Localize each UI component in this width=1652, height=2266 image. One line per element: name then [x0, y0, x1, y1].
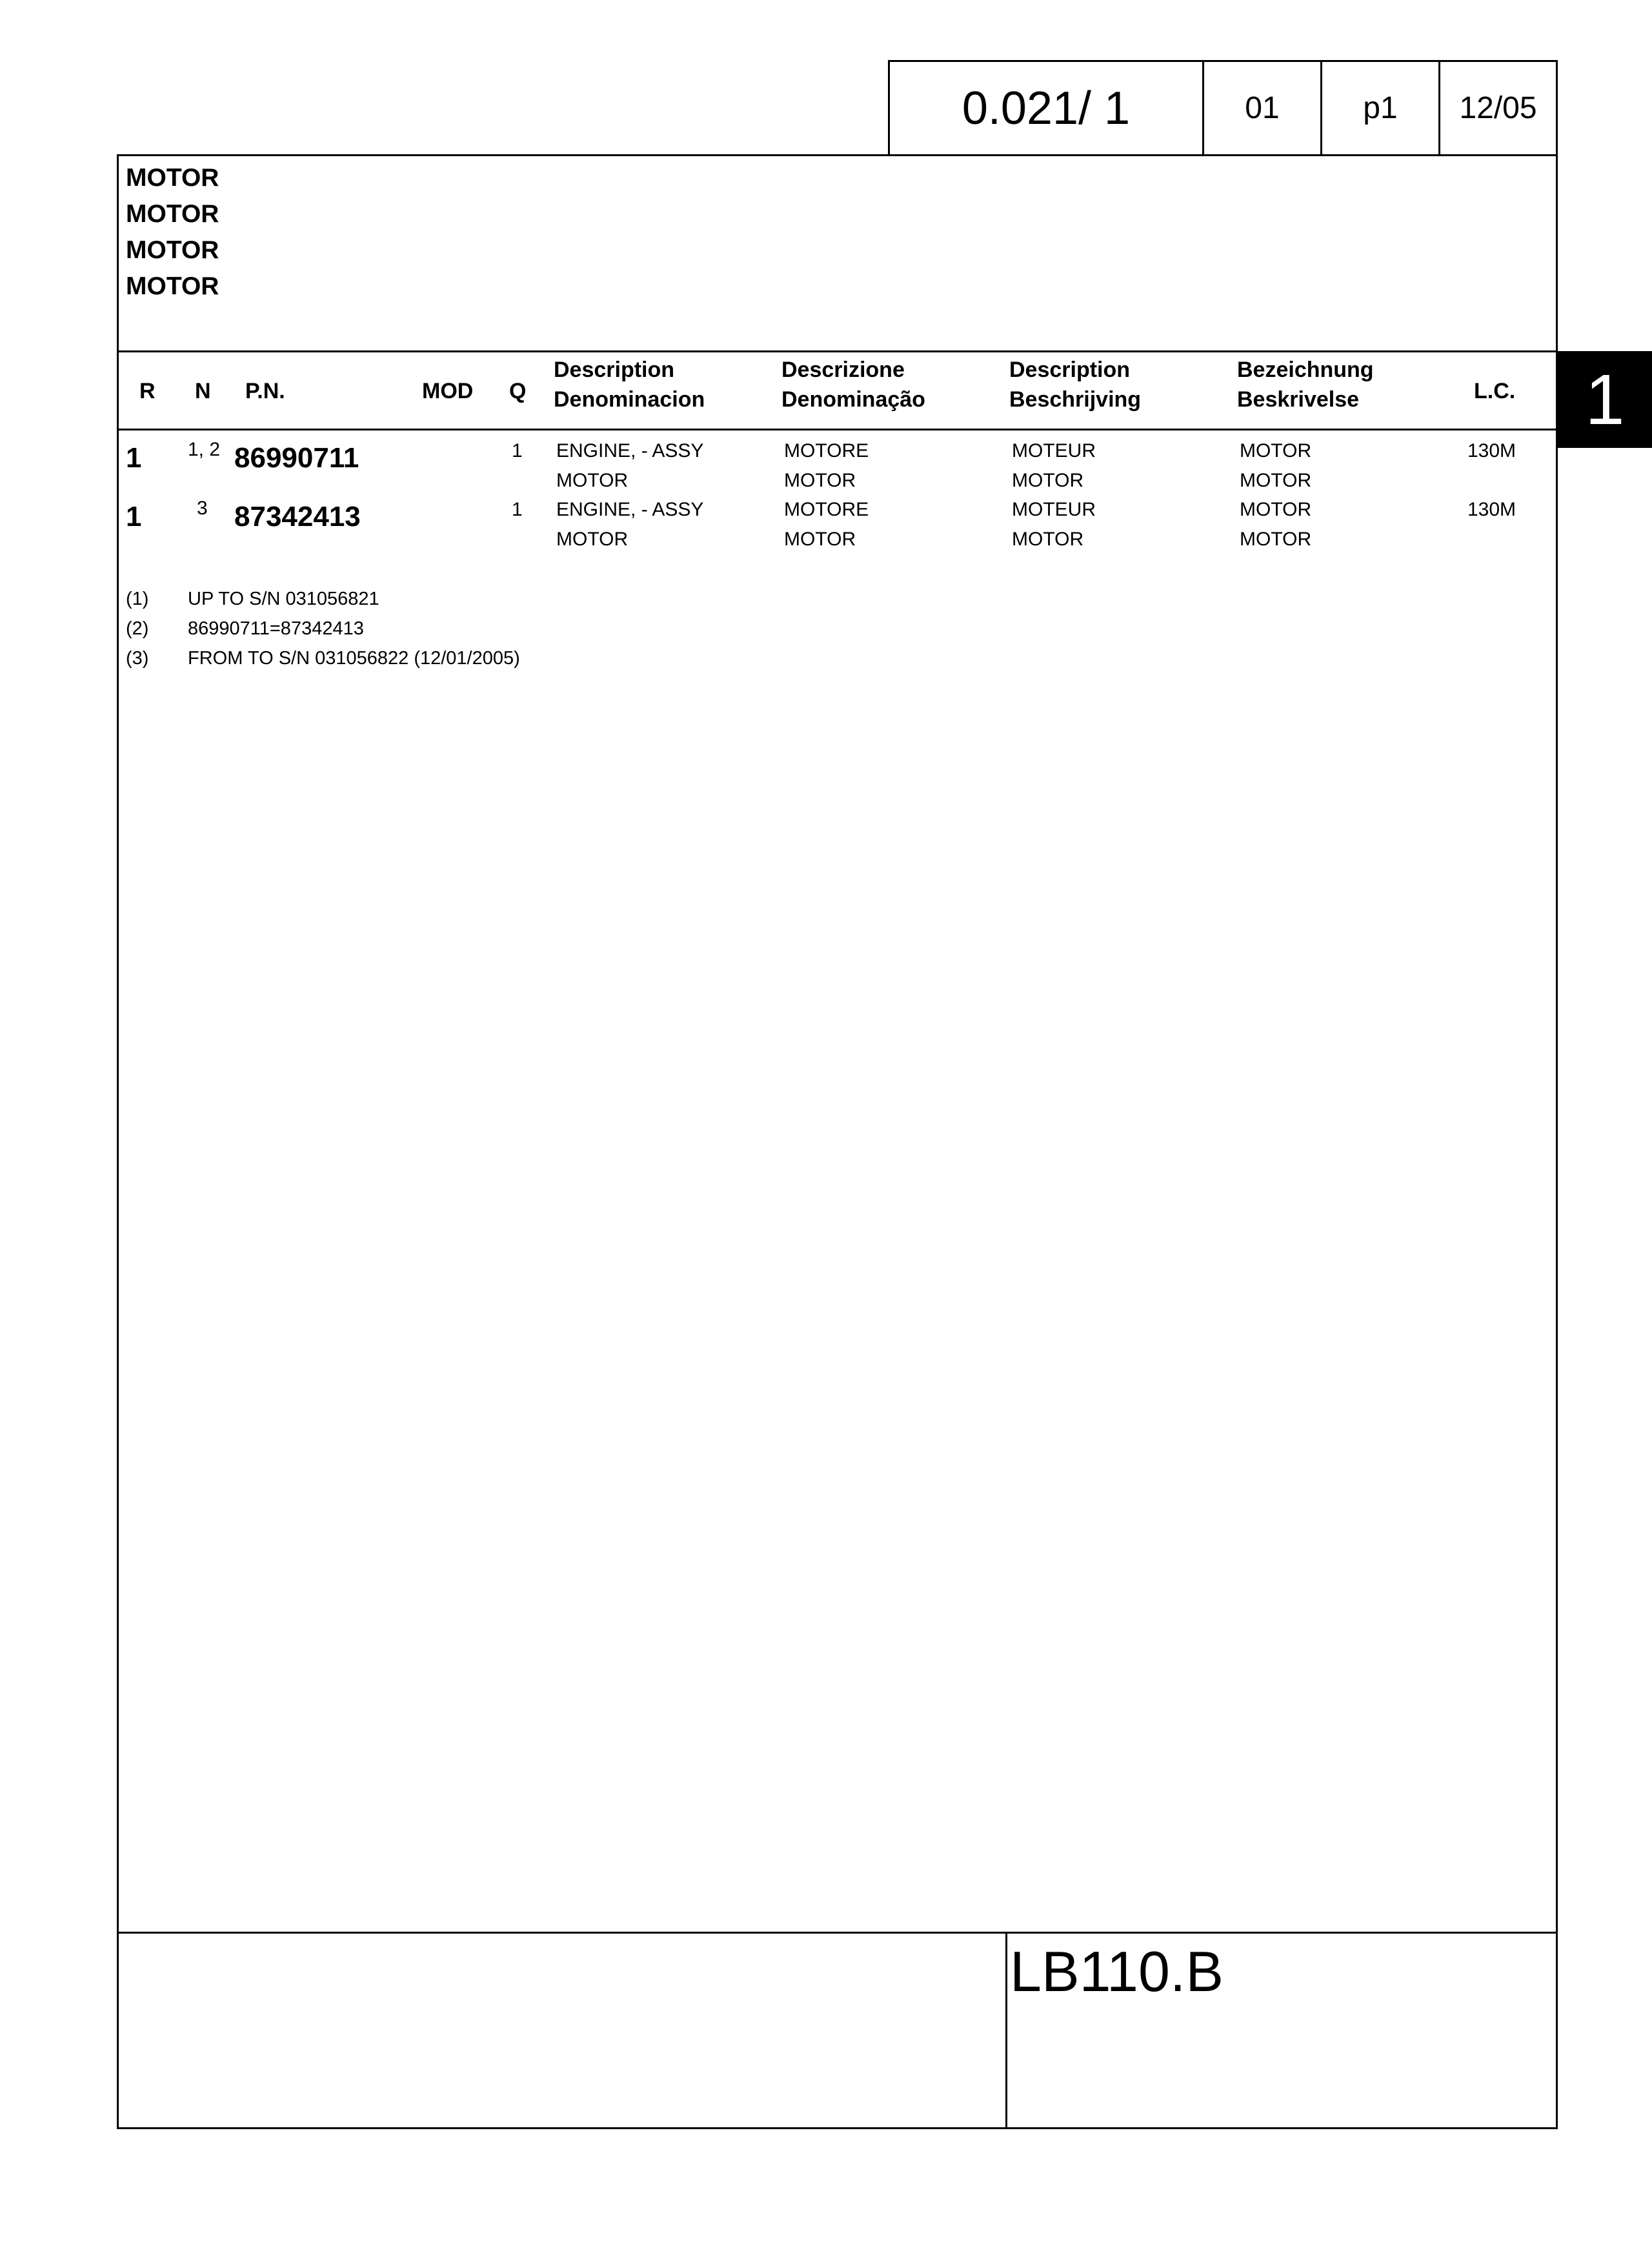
row-desc1-line2: MOTOR	[556, 529, 629, 550]
section-tab	[1558, 351, 1652, 448]
row-note-ref: 1, 2	[188, 439, 221, 460]
note-text: FROM TO S/N 031056822 (12/01/2005)	[188, 648, 520, 669]
col-header-n: N	[195, 379, 211, 403]
col-header-mod: MOD	[422, 379, 474, 403]
footer-divider	[1005, 1932, 1007, 2129]
row-desc4-line1: MOTOR	[1240, 440, 1312, 461]
row-part-number: 87342413	[234, 501, 361, 532]
row-desc3	[1012, 495, 1096, 554]
row-desc2	[784, 495, 869, 554]
row-desc3-line1: MOTEUR	[1012, 440, 1096, 461]
title-block	[126, 160, 513, 305]
col-header-lc: L.C.	[1474, 379, 1516, 403]
header-date: 12/05	[1459, 91, 1537, 125]
table-header-top-line	[117, 350, 1558, 352]
row-desc4-line2: MOTOR	[1240, 470, 1312, 491]
row-desc2-line1: MOTORE	[784, 440, 869, 461]
row-desc2	[784, 436, 869, 496]
row-lc: 130M	[1467, 440, 1516, 461]
header-cell-1: 01	[1245, 91, 1280, 125]
row-desc1-line1: ENGINE, - ASSY	[556, 499, 704, 520]
note-text: 86990711=87342413	[188, 618, 364, 639]
row-desc2-line2: MOTOR	[784, 470, 856, 491]
header-cell-2-box	[1320, 60, 1440, 156]
col-header-desc1-line2: Denominacion	[554, 387, 705, 412]
page-code: 0.021/ 1	[962, 82, 1131, 134]
row-desc4	[1240, 436, 1311, 496]
note-number: (3)	[126, 648, 149, 669]
col-header-desc4-line1: Bezeichnung	[1237, 358, 1374, 382]
row-desc4	[1240, 495, 1311, 554]
col-header-desc4	[1237, 355, 1374, 414]
row-ref: 1	[126, 442, 142, 474]
table-header-bottom-line	[117, 429, 1558, 430]
col-header-desc1-line1: Description	[554, 358, 675, 382]
section-tab-number: 1	[1585, 359, 1625, 440]
table-row	[117, 498, 1558, 557]
row-desc3	[1012, 436, 1096, 496]
row-lc: 130M	[1467, 499, 1516, 520]
note-item	[126, 584, 900, 614]
note-item	[126, 643, 900, 673]
header-date-box	[1438, 60, 1558, 156]
row-desc3-line2: MOTOR	[1012, 529, 1084, 550]
row-desc3-line2: MOTOR	[1012, 470, 1084, 491]
table-row	[117, 439, 1558, 498]
row-qty: 1	[512, 440, 523, 461]
footer-top-line	[117, 1932, 1558, 1934]
row-desc1	[556, 436, 703, 496]
note-number: (2)	[126, 618, 149, 639]
note-number: (1)	[126, 589, 149, 609]
title-line: MOTOR	[126, 200, 219, 228]
row-ref: 1	[126, 501, 142, 532]
row-part-number: 86990711	[234, 442, 359, 474]
row-desc2-line2: MOTOR	[784, 529, 856, 550]
col-header-desc1	[554, 355, 705, 414]
row-desc4-line1: MOTOR	[1240, 499, 1312, 520]
col-header-desc3	[1009, 355, 1141, 414]
header-cell-2: p1	[1363, 91, 1398, 125]
row-desc3-line1: MOTEUR	[1012, 499, 1096, 520]
notes-list	[126, 584, 900, 673]
title-line: MOTOR	[126, 272, 219, 300]
row-desc4-line2: MOTOR	[1240, 529, 1312, 550]
col-header-desc3-line2: Beschrijving	[1009, 387, 1142, 412]
col-header-pn: P.N.	[245, 379, 285, 403]
note-item	[126, 614, 900, 643]
row-desc1	[556, 495, 703, 554]
row-desc1-line1: ENGINE, - ASSY	[556, 440, 704, 461]
page-code-box	[888, 60, 1204, 156]
row-desc2-line1: MOTORE	[784, 499, 869, 520]
col-header-desc3-line1: Description	[1009, 358, 1131, 382]
row-desc1-line2: MOTOR	[556, 470, 629, 491]
col-header-desc2	[781, 355, 925, 414]
col-header-r: R	[139, 379, 156, 403]
row-note-ref: 3	[197, 498, 208, 519]
header-cell-1-box	[1202, 60, 1322, 156]
col-header-desc2-line2: Denominação	[781, 387, 925, 412]
col-header-q: Q	[509, 379, 527, 403]
col-header-desc2-line1: Descrizione	[781, 358, 905, 382]
col-header-desc4-line2: Beskrivelse	[1237, 387, 1360, 412]
footer-model: LB110.B	[1010, 1939, 1224, 2003]
note-text: UP TO S/N 031056821	[188, 589, 379, 609]
row-qty: 1	[512, 499, 523, 520]
title-line: MOTOR	[126, 236, 219, 264]
title-line: MOTOR	[126, 164, 219, 192]
